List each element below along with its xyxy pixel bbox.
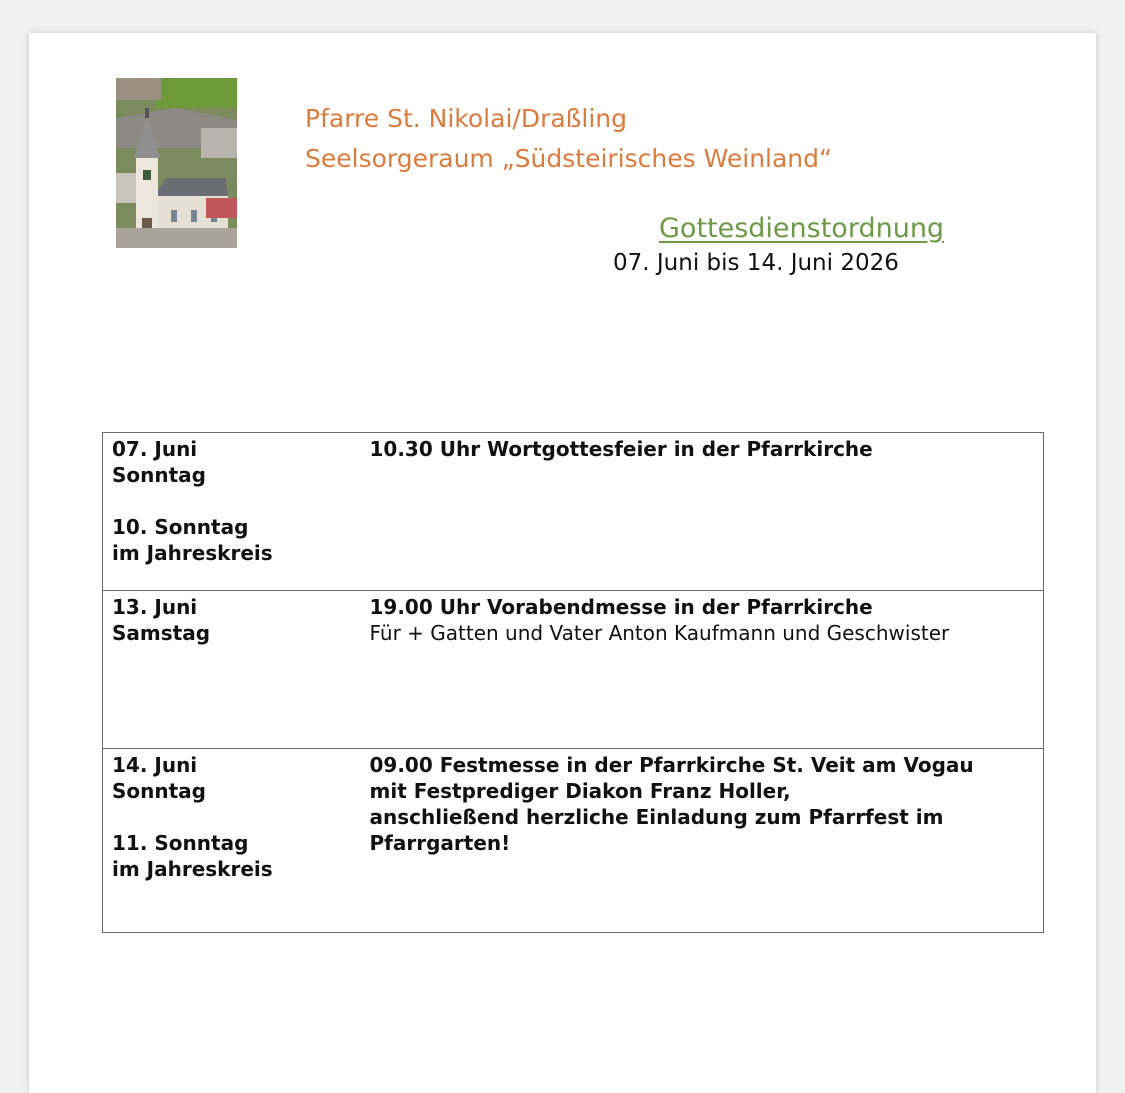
pastoral-area-name: Seelsorgeraum „Südsteirisches Weinland“ [305,144,832,173]
day-date: 14. Juni [112,753,198,777]
day-cell [103,591,360,749]
parish-name: Pfarre St. Nikolai/Draßling [305,104,628,133]
day-weekday: Samstag [112,621,211,645]
table-row [103,591,1044,749]
table-row [103,749,1044,933]
church-photo [116,78,237,248]
event-line: Pfarrgarten! [369,831,511,855]
day-date: 13. Juni [112,595,198,619]
event-title: 19.00 Uhr Vorabendmesse in der Pfarrkirche [369,595,873,619]
service-schedule-table [102,432,1044,933]
table-row [103,433,1044,591]
events-cell [360,591,1044,749]
liturgical-day: 11. Sonntag [112,831,249,855]
liturgical-season: im Jahreskreis [112,541,273,565]
date-range: 07. Juni bis 14. Juni 2026 [613,250,899,276]
event-line: mit Festprediger Diakon Franz Holler, [369,779,791,803]
liturgical-season: im Jahreskreis [112,857,273,881]
day-cell [103,749,360,933]
day-cell [103,433,360,591]
events-cell [360,433,1044,591]
events-cell [360,749,1044,933]
document-title: Gottesdienstordnung [659,213,945,244]
day-weekday: Sonntag [112,463,206,487]
event-intention: Für + Gatten und Vater Anton Kaufmann und Geschwister [369,621,950,645]
event-line: 09.00 Festmesse in der Pfarrkirche St. Veit am Vogau [369,753,974,777]
event-title: 10.30 Uhr Wortgottesfeier in der Pfarrkirche [369,437,873,461]
day-weekday: Sonntag [112,779,206,803]
day-date: 07. Juni [112,437,198,461]
parish-heading [305,99,832,179]
document-page [29,33,1096,1093]
liturgical-day: 10. Sonntag [112,515,249,539]
event-line: anschließend herzliche Einladung zum Pfarrfest im [369,805,944,829]
